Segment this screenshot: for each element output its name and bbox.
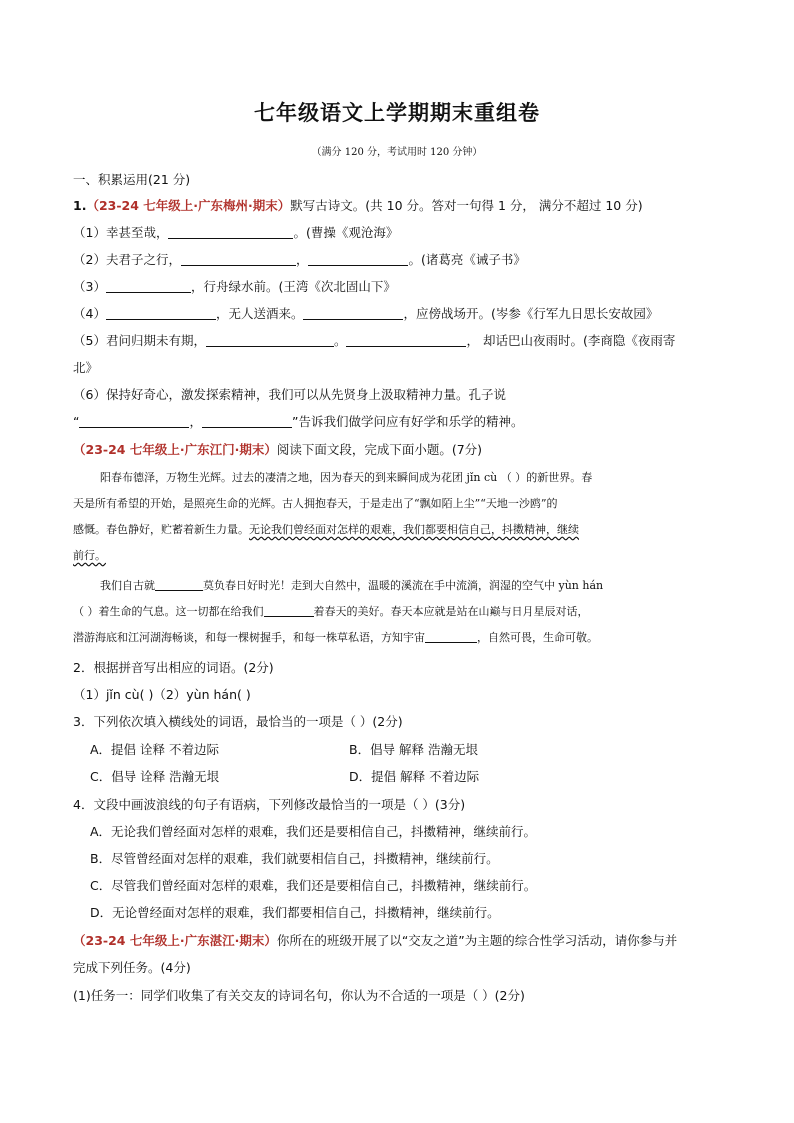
q1-stem (73, 196, 733, 216)
q1-number: 1. (73, 198, 87, 213)
answer-blank[interactable] (106, 305, 216, 320)
passage-line: 我们自古就 莫负春日好时光！走到大自然中，温暖的溪流在手中流淌，润湿的空气中 yùn hán (100, 579, 604, 592)
passage-line: （ ）着生命的气息。这一切都在给我们 着春天的美好。春天本应就是站在山巅与日月星辰对话， (73, 605, 589, 618)
reading-intro-1: （23-24 七年级上·广东江门·期末）阅读下面文段，完成下面小题。(7分) (73, 442, 483, 457)
answer-blank[interactable] (303, 305, 403, 320)
passage-line: 潜游海底和江河湖海畅谈，和每一棵树握手，和每一株草私语，方知宇宙 ，自然可畏，生命可敬。 (73, 631, 598, 644)
answer-blank[interactable] (202, 413, 292, 428)
answer-blank[interactable] (181, 251, 296, 266)
answer-blank[interactable] (308, 251, 408, 266)
answer-blank[interactable] (264, 604, 314, 617)
passage-line (73, 543, 728, 569)
q3-option-b[interactable]: B．倡导 解释 浩瀚无垠 (349, 742, 479, 757)
wavy-sentence: 无论我们曾经面对怎样的艰难，我们都要相信自己，抖擞精神，继续 (249, 523, 579, 536)
q4-option-d[interactable]: D．无论曾经面对怎样的艰难，我们都要相信自己，抖擞精神，继续前行。 (90, 905, 500, 920)
q4-option-a[interactable]: A．无论我们曾经面对怎样的艰难，我们还是要相信自己，抖擞精神，继续前行。 (90, 824, 537, 839)
q2-stem: 2．根据拼音写出相应的词语。(2分) (73, 660, 274, 675)
task-1: (1)任务一：同学们收集了有关交友的诗词名句，你认为不合适的一项是（ ）(2分) (73, 988, 525, 1003)
q1-item-5: （5）君问归期未有期， 。 ， 却话巴山夜雨时。(李商隐《夜雨寄 (73, 333, 676, 348)
q4-stem: 4．文段中画波浪线的句子有语病，下列修改最恰当的一项是（ ）(3分) (73, 797, 466, 812)
passage-line: 天是所有希望的开始，是照亮生命的光辉。古人拥抱春天，于是走出了“飘如陌上尘”“天地一沙鸥”的 (73, 497, 558, 510)
q3-stem: 3．下列依次填入横线处的词语，最恰当的一项是（ ）(2分) (73, 714, 403, 729)
page-title: 七年级语文上学期期末重组卷 (254, 101, 540, 125)
q3-option-d[interactable]: D．提倡 解释 不着边际 (349, 769, 480, 784)
q4-option-b[interactable]: B．尽管曾经面对怎样的艰难，我们就要相信自己，抖擞精神，继续前行。 (90, 851, 499, 866)
q2-answer[interactable]: （1）jǐn cù( )（2）yùn hán( ) (73, 687, 251, 702)
section-heading: 一、积累运用(21 分) (73, 172, 191, 187)
q4-option-c[interactable]: C．尽管我们曾经面对怎样的艰难，我们还是要相信自己，抖擞精神，继续前行。 (90, 878, 537, 893)
q1-item-1: （1）幸甚至哉， 。(曹操《观沧海》 (73, 225, 399, 240)
wavy-sentence-end: 前行。 (73, 549, 106, 562)
q1-text: 默写古诗文。(共 10 分。答对一句得 1 分， 满分不超过 10 分) (290, 198, 643, 213)
passage-line: 感慨。春色静好，贮蓄着新生力量。无论我们曾经面对怎样的艰难，我们都要相信自己，抖擞精神，继续 (73, 523, 579, 536)
reading-intro-2-cont: 完成下列任务。(4分) (73, 960, 191, 975)
q1-item-6: （6）保持好奇心，激发探索精神，我们可以从先贤身上汲取精神力量。孔子说 (73, 387, 506, 402)
answer-blank[interactable] (155, 578, 203, 591)
answer-blank[interactable] (79, 413, 189, 428)
q1-item-2: （2）夫君子之行， ， 。(诸葛亮《诫子书》 (73, 252, 526, 267)
reading-source: （23-24 七年级上·广东湛江·期末） (73, 933, 277, 948)
passage-line: 阳春布德泽，万物生光辉。过去的凄清之地，因为春天的到来瞬间成为花团 jǐn cù （ ）的新世界。春 (100, 471, 593, 484)
q1-source: （23-24 七年级上·广东梅州·期末） (86, 198, 291, 213)
q1-item-4: （4） ，无人送酒来。 ，应傍战场开。(岑参《行军九日思长安故园》 (73, 306, 659, 321)
answer-blank[interactable] (425, 630, 477, 643)
q3-option-a[interactable]: A．提倡 诠释 不着边际 (90, 742, 219, 757)
reading-source: （23-24 七年级上·广东江门·期末） (73, 442, 277, 457)
answer-blank[interactable] (106, 278, 191, 293)
page-subtitle: （满分 120 分，考试用时 120 分钟） (311, 147, 483, 158)
q1-item-5-cont: 北》 (73, 360, 99, 375)
q1-item-6-cont: “ ， ”告诉我们做学问应有好学和乐学的精神。 (73, 414, 524, 429)
reading-intro-2: （23-24 七年级上·广东湛江·期末）你所在的班级开展了以“交友之道”为主题的综合性学习活动，请你参与并 (73, 933, 678, 948)
q1-item-3: （3） ，行舟绿水前。(王湾《次北固山下》 (73, 279, 396, 294)
answer-blank[interactable] (206, 332, 334, 347)
answer-blank[interactable] (346, 332, 466, 347)
q3-option-c[interactable]: C．倡导 诠释 浩瀚无垠 (90, 769, 220, 784)
answer-blank[interactable] (168, 224, 293, 239)
